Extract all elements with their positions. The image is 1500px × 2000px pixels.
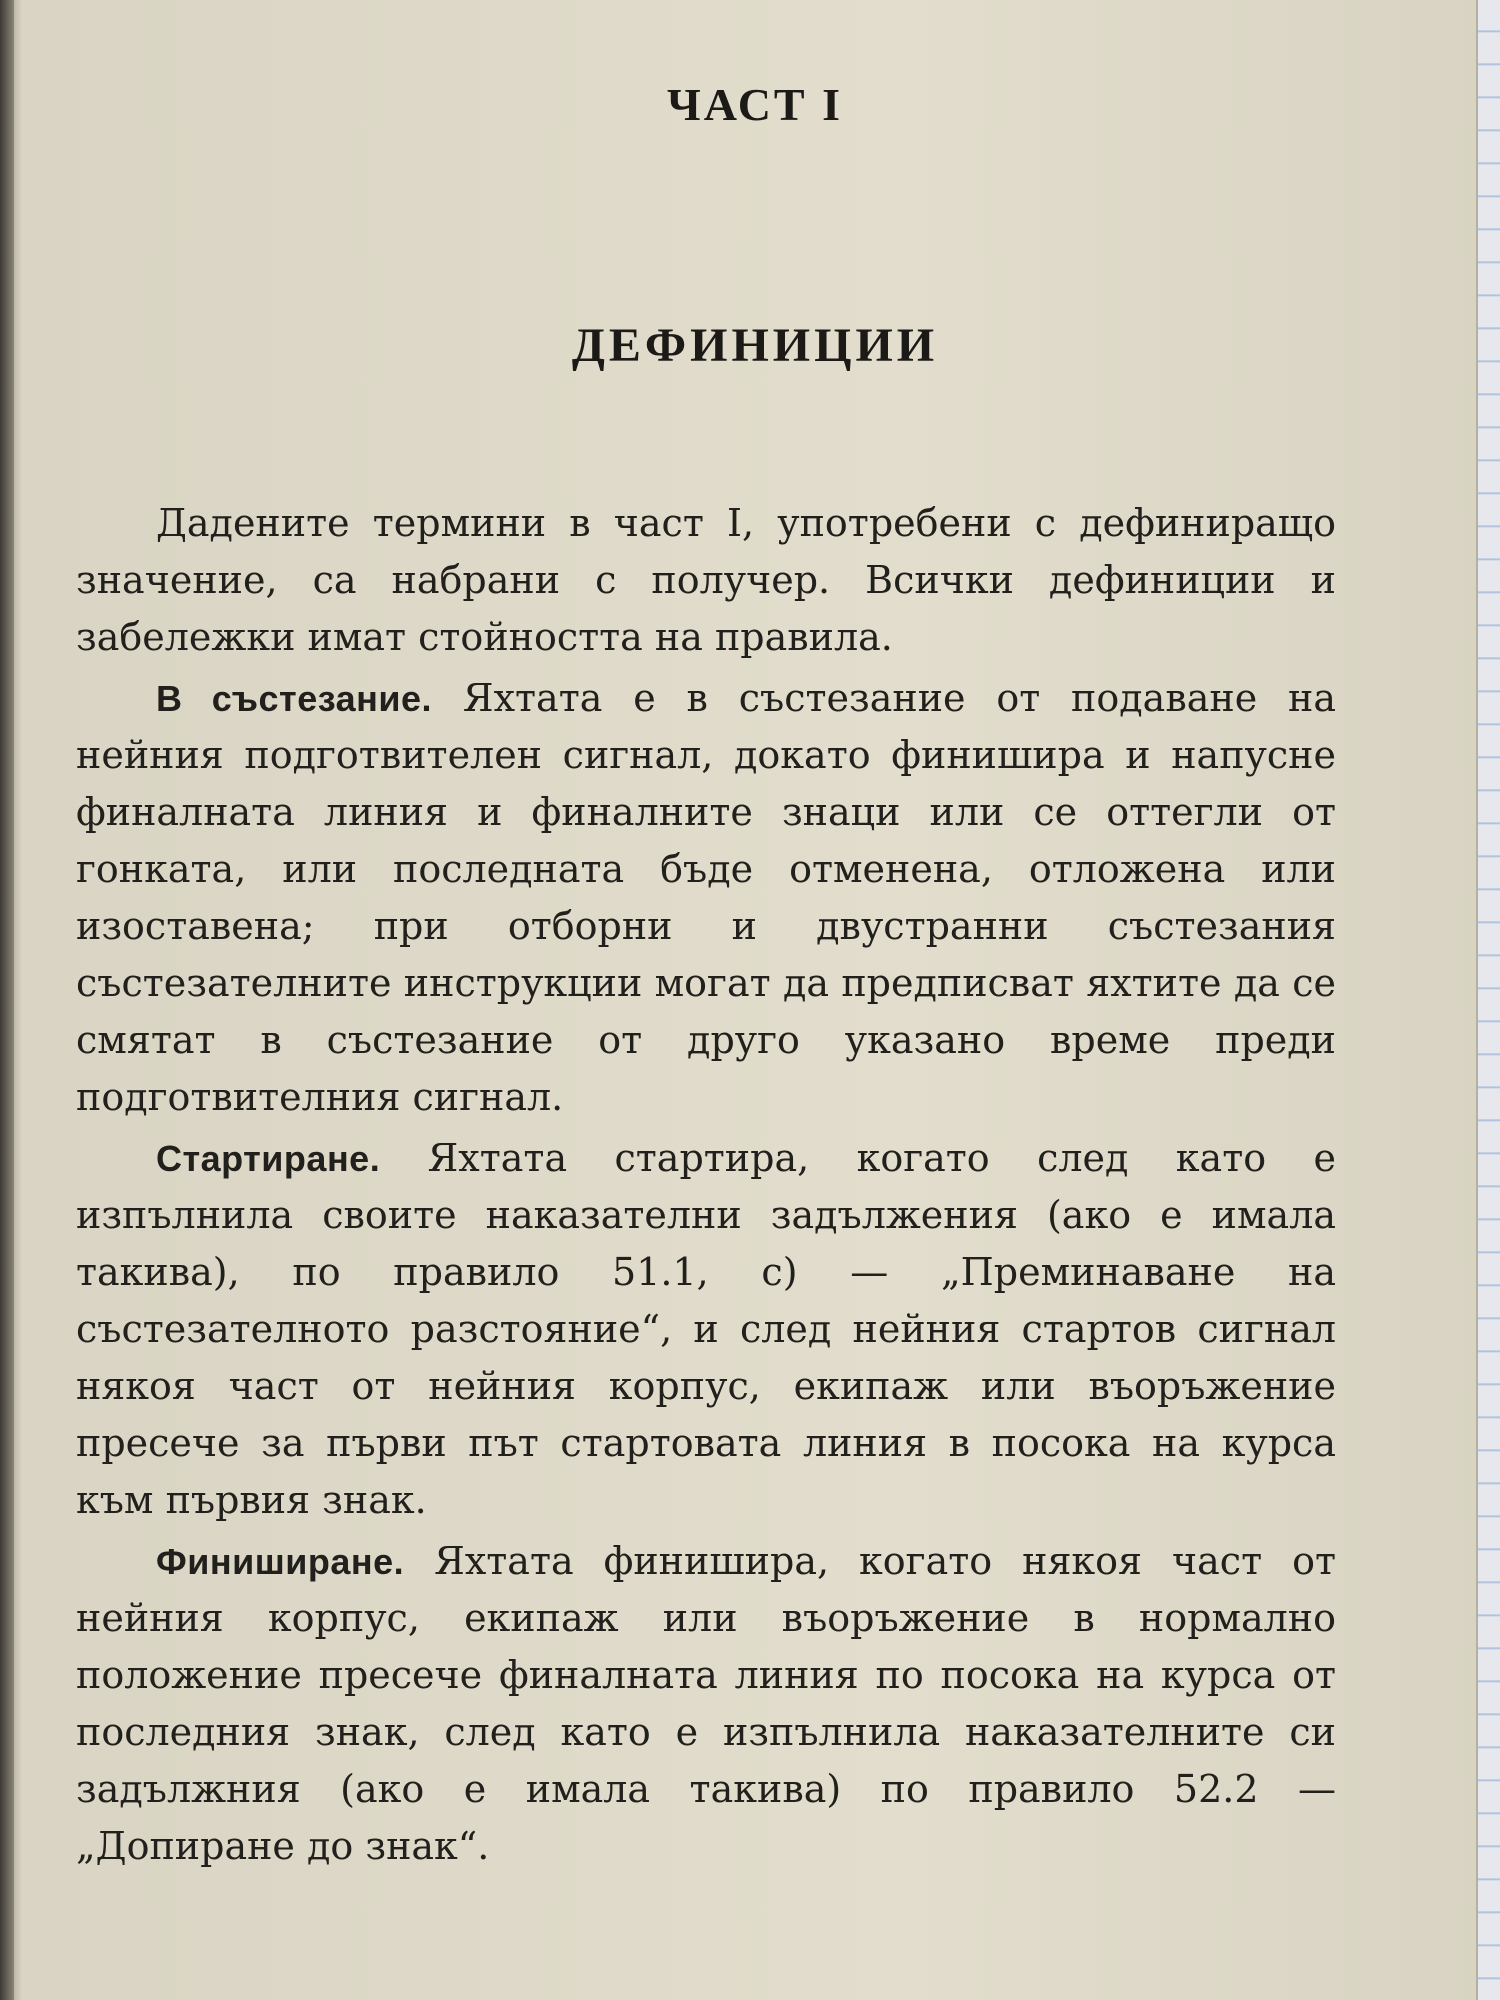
definition-racing [76, 670, 1336, 1126]
definition-term: В състезание. [156, 678, 433, 719]
definition-text: Яхтата финишира, когато някоя част от нейния корпус, екипаж или въоръжение в нормално положение пресече финалната линия по посока на курса от последния знак, след като е изпълнила наказателните си задължния (ако е имала такива) по правило 52.2 — „Допиране до знак“. [76, 1539, 1336, 1868]
part-title: ЧАСТ I [667, 79, 843, 130]
notebook-paper-edge [1476, 0, 1500, 2000]
definitions-body [76, 495, 1336, 1879]
paragraph-text: Дадените термини в част I, употребени с дефиниращо значение, са набрани с получер. Всички дефиниции и забележки имат стойността на правила. [76, 501, 1336, 659]
book-page [40, 0, 1460, 2000]
book-spine-edge [0, 0, 14, 2000]
intro-paragraph [76, 495, 1336, 666]
section-title: ДЕФИНИЦИИ [571, 319, 939, 372]
definition-term: Стартиране. [156, 1138, 381, 1179]
definition-term: Финиширане. [156, 1541, 405, 1582]
definition-finishing [76, 1533, 1336, 1875]
definition-text: Яхтата стартира, когато след като е изпълнила своите наказателни задължения (ако е имала такива), по правило 51.1, с) — „Преминаване на състезателното разстояние“, и след нейния стартов сигнал някоя част от нейния корпус, екипаж или въоръжение пресече за първи път стартовата линия в посока на курса към първия знак. [76, 1136, 1336, 1522]
definition-starting [76, 1130, 1336, 1529]
definition-text: Яхтата е в състезание от подаване на нейния подготвителен сигнал, докато финишира и напусне финалната линия и финалните знаци или се оттегли от гонката, или последната бъде отменена, отложена или изоставена; при отборни и двустранни състезания състезателните инструкции могат да предписват яхтите да се смятат в състезание от друго указано време преди подготвителния сигнал. [76, 676, 1336, 1119]
